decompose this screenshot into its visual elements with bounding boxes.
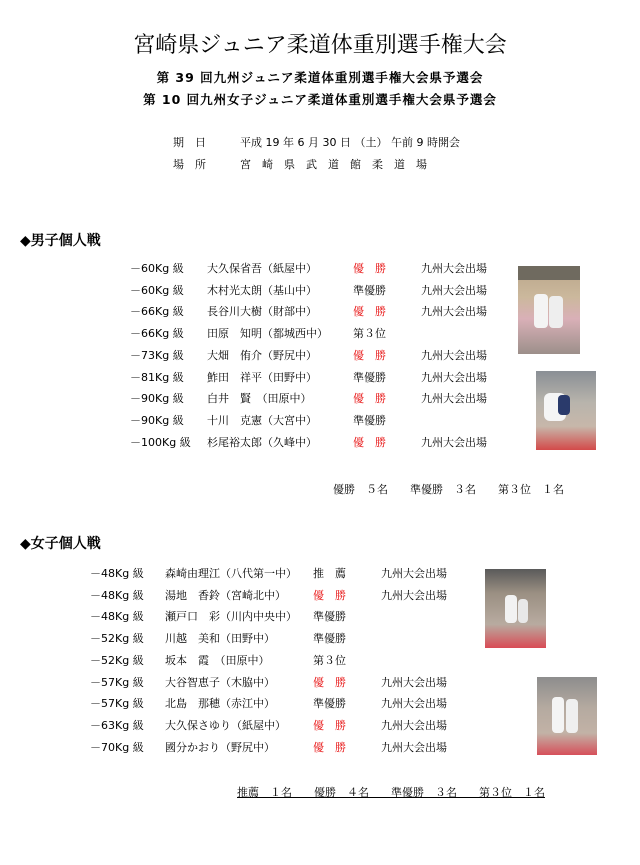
athlete-name: 杉尾裕太郎（久峰中）	[207, 435, 317, 449]
placement: 準優勝	[313, 697, 346, 711]
placement: 優 勝	[353, 392, 386, 406]
weight-class: －60Kg 級	[130, 283, 184, 297]
kyushu-qualification: 九州大会出場	[381, 675, 447, 689]
kyushu-qualification: 九州大会出場	[421, 392, 487, 406]
placement: 優 勝	[313, 588, 346, 602]
subtitle-kyushu-women-junior: 第 10 回九州女子ジュニア柔道体重別選手権大会県予選会	[143, 92, 497, 107]
placement: 優 勝	[313, 740, 346, 754]
kyushu-qualification: 九州大会出場	[421, 348, 487, 362]
kyushu-qualification: 九州大会出場	[381, 567, 447, 580]
athlete-name: 大谷智恵子（木脇中）	[165, 675, 275, 689]
placement: 第３位	[353, 327, 386, 341]
weight-class: －60Kg 級	[130, 262, 184, 275]
athlete-name: 國分かおり（野尻中）	[165, 740, 275, 754]
kyushu-qualification: 九州大会出場	[381, 740, 447, 754]
weight-class: －90Kg 級	[130, 413, 184, 427]
women-section-heading: ◆女子個人戦	[20, 536, 101, 552]
athlete-name: 木村光太朗（基山中）	[207, 283, 317, 297]
placement: 準優勝	[353, 370, 386, 384]
weight-class: －66Kg 級	[130, 327, 184, 341]
weight-class: －70Kg 級	[90, 740, 144, 754]
athlete-name: 長谷川大樹（財部中）	[207, 305, 317, 319]
placement: 準優勝	[313, 632, 346, 646]
kyushu-qualification: 九州大会出場	[421, 370, 487, 384]
women-result-row	[0, 652, 640, 670]
weight-class: －66Kg 級	[130, 305, 184, 319]
weight-class: －57Kg 級	[90, 675, 144, 689]
placement: 優 勝	[353, 435, 386, 449]
placement: 優 勝	[353, 348, 386, 362]
weight-class: －52Kg 級	[90, 653, 144, 667]
placement: 準優勝	[313, 610, 346, 624]
judo-match-photo-men-2	[536, 371, 596, 450]
kyushu-qualification: 九州大会出場	[381, 697, 447, 711]
kyushu-qualification: 九州大会出場	[381, 718, 447, 732]
subtitle-kyushu-junior: 第 39 回九州ジュニア柔道体重別選手権大会県予選会	[156, 70, 484, 85]
date-value: 平成 19 年 6 月 30 日 （土） 午前 9 時開会	[240, 136, 460, 149]
women-summary: 推薦 １名 優勝 ４名 準優勝 ３名 第３位 １名	[237, 786, 545, 799]
athlete-name: 白井 賢 （田原中）	[207, 392, 312, 406]
page-title: 宮崎県ジュニア柔道体重別選手権大会	[133, 33, 507, 58]
weight-class: －63Kg 級	[90, 718, 144, 732]
weight-class: －48Kg 級	[90, 610, 144, 624]
kyushu-qualification: 九州大会出場	[421, 435, 487, 449]
weight-class: －90Kg 級	[130, 392, 184, 406]
kyushu-qualification: 九州大会出場	[381, 588, 447, 602]
judo-match-photo-women-2	[537, 677, 597, 755]
date-label: 期 日	[173, 136, 206, 149]
placement: 優 勝	[313, 675, 346, 689]
kyushu-qualification: 九州大会出場	[421, 283, 487, 297]
athlete-name: 坂本 霞 （田原中）	[165, 653, 270, 667]
placement: 第３位	[313, 653, 346, 667]
weight-class: －73Kg 級	[130, 348, 184, 362]
athlete-name: 十川 克憲（大宮中）	[207, 413, 317, 427]
athlete-name: 大久保省吾（紙屋中）	[207, 262, 317, 275]
athlete-name: 湯地 香鈴（宮崎北中）	[165, 588, 286, 602]
weight-class: －57Kg 級	[90, 697, 144, 711]
athlete-name: 森崎由理江（八代第一中）	[165, 567, 297, 580]
men-section-heading: ◆男子個人戦	[20, 233, 101, 249]
placement: 準優勝	[353, 413, 386, 427]
athlete-name: 大畑 侑介（野尻中）	[207, 348, 317, 362]
weight-class: －48Kg 級	[90, 567, 144, 580]
place-label: 場 所	[173, 158, 206, 171]
men-summary: 優勝 ５名 準優勝 ３名 第３位 １名	[333, 483, 564, 496]
placement: 準優勝	[353, 283, 386, 297]
placement: 優 勝	[313, 718, 346, 732]
place-value: 宮 崎 県 武 道 館 柔 道 場	[240, 158, 427, 171]
athlete-name: 大久保さゆり（紙屋中）	[165, 718, 286, 732]
judo-match-photo-men-1	[518, 266, 580, 354]
athlete-name: 川越 美和（田野中）	[165, 632, 275, 646]
athlete-name: 瀬戸口 彩（川内中央中）	[165, 610, 297, 624]
kyushu-qualification: 九州大会出場	[421, 262, 487, 275]
kyushu-qualification: 九州大会出場	[421, 305, 487, 319]
athlete-name: 鮓田 祥平（田野中）	[207, 370, 317, 384]
judo-match-photo-women-1	[485, 569, 546, 648]
placement: 推 薦	[313, 567, 346, 580]
athlete-name: 北島 那穂（赤江中）	[165, 697, 275, 711]
athlete-name: 田原 知明（都城西中）	[207, 327, 328, 341]
weight-class: －100Kg 級	[130, 435, 191, 449]
weight-class: －48Kg 級	[90, 588, 144, 602]
weight-class: －81Kg 級	[130, 370, 184, 384]
placement: 優 勝	[353, 262, 386, 275]
placement: 優 勝	[353, 305, 386, 319]
weight-class: －52Kg 級	[90, 632, 144, 646]
